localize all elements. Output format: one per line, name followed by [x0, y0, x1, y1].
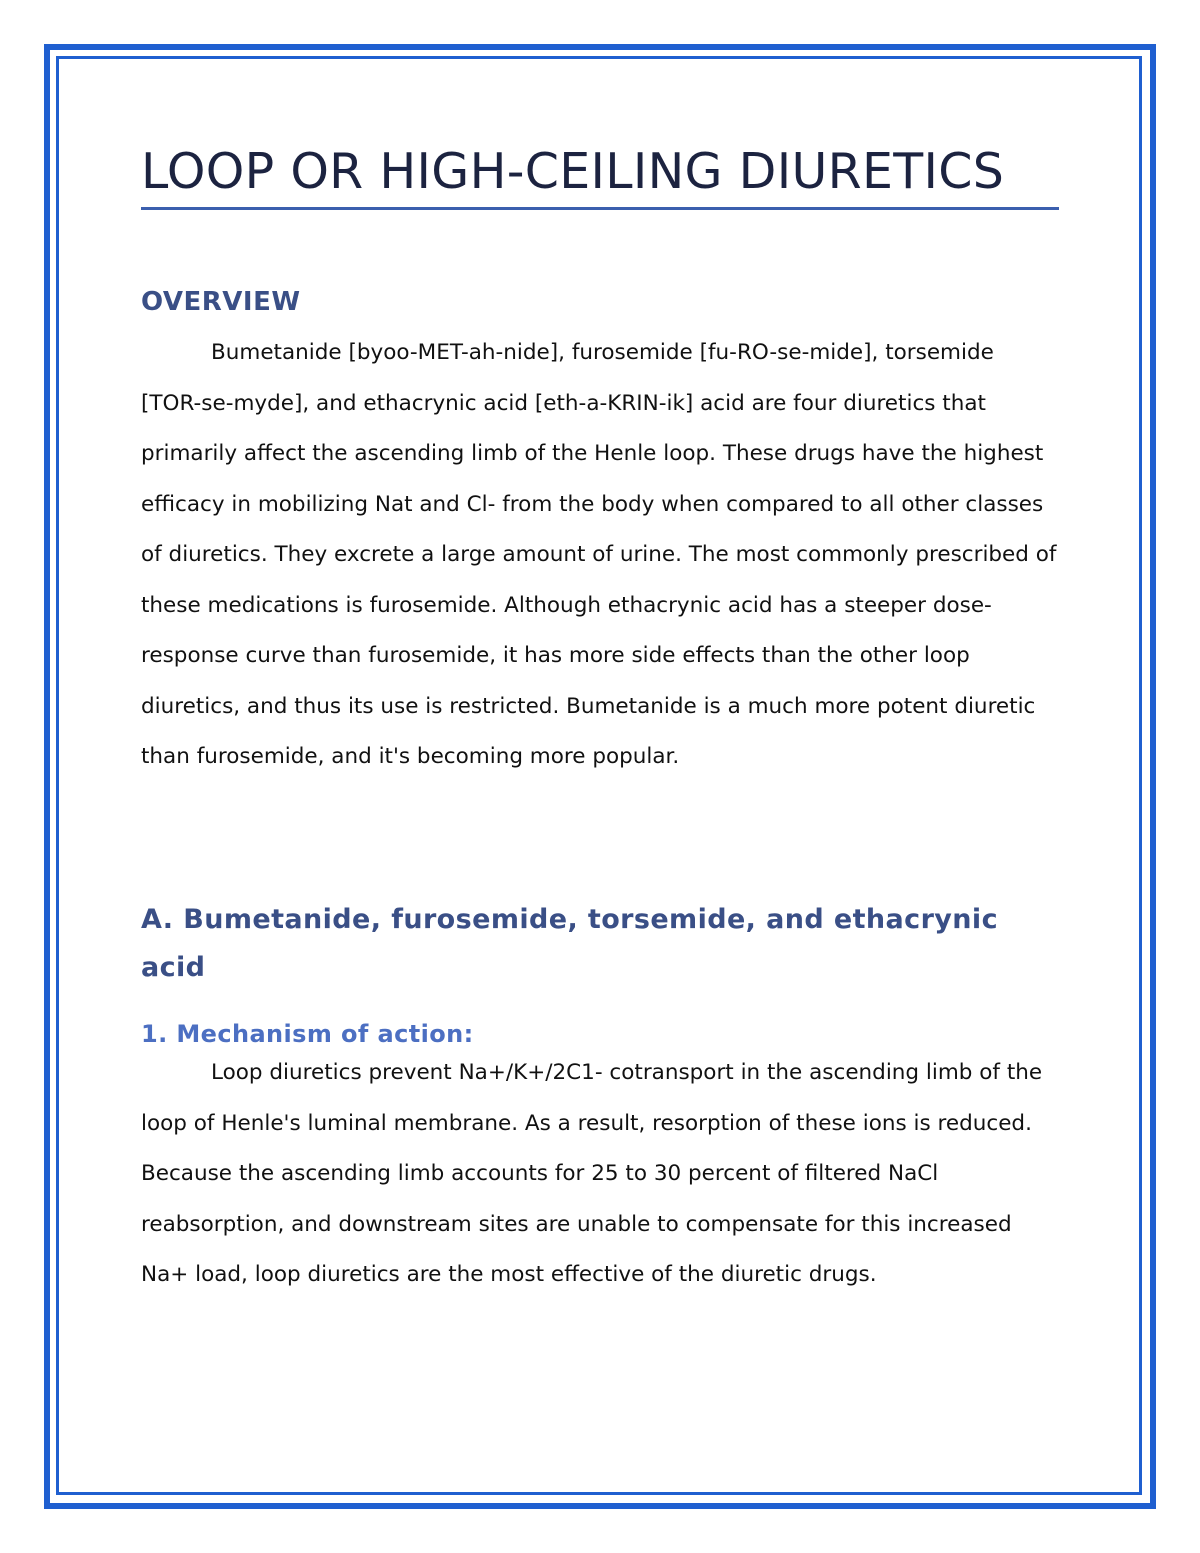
mechanism-of-action-heading: 1. Mechanism of action: [141, 1020, 474, 1048]
overview-paragraph: Bumetanide [byoo-MET-ah-nide], furosemide [fu-RO-se-mide], torsemide [TOR-se-myde], and ethacrynic acid [eth-a-KRIN-ik] acid are four diuretics that primarily affect the ascending limb of the Henle loop. These drugs have the highest efficacy in mobilizing Nat and Cl- from the body when compared to all other classes of diuretics. They excrete a large amount of urine. The most commonly prescribed of these medications is furosemide. Although ethacrynic acid has a steeper dose-response curve than furosemide, it has more side effects than the other loop diuretics, and thus its use is restricted. Bumetanide is a much more potent diuretic than furosemide, and it's becoming more popular. [141, 340, 1057, 769]
overview-heading: OVERVIEW [141, 287, 301, 317]
document-title: LOOP OR HIGH-CEILING DIURETICS [141, 143, 1005, 200]
section-a-heading: A. Bumetanide, furosemide, torsemide, and ethacrynic acid [141, 904, 998, 983]
mechanism-of-action-paragraph: Loop diuretics prevent Na+/K+/2C1- cotransport in the ascending limb of the loop of Henle's luminal membrane. As a result, resorption of these ions is reduced. Because the ascending limb accounts for 25 to 30 percent of filtered NaCl reabsorption, and downstream sites are unable to compensate for this increased Na+ load, loop diuretics are the most effective of the diuretic drugs. [141, 1060, 1043, 1287]
title-underline [141, 207, 1059, 210]
